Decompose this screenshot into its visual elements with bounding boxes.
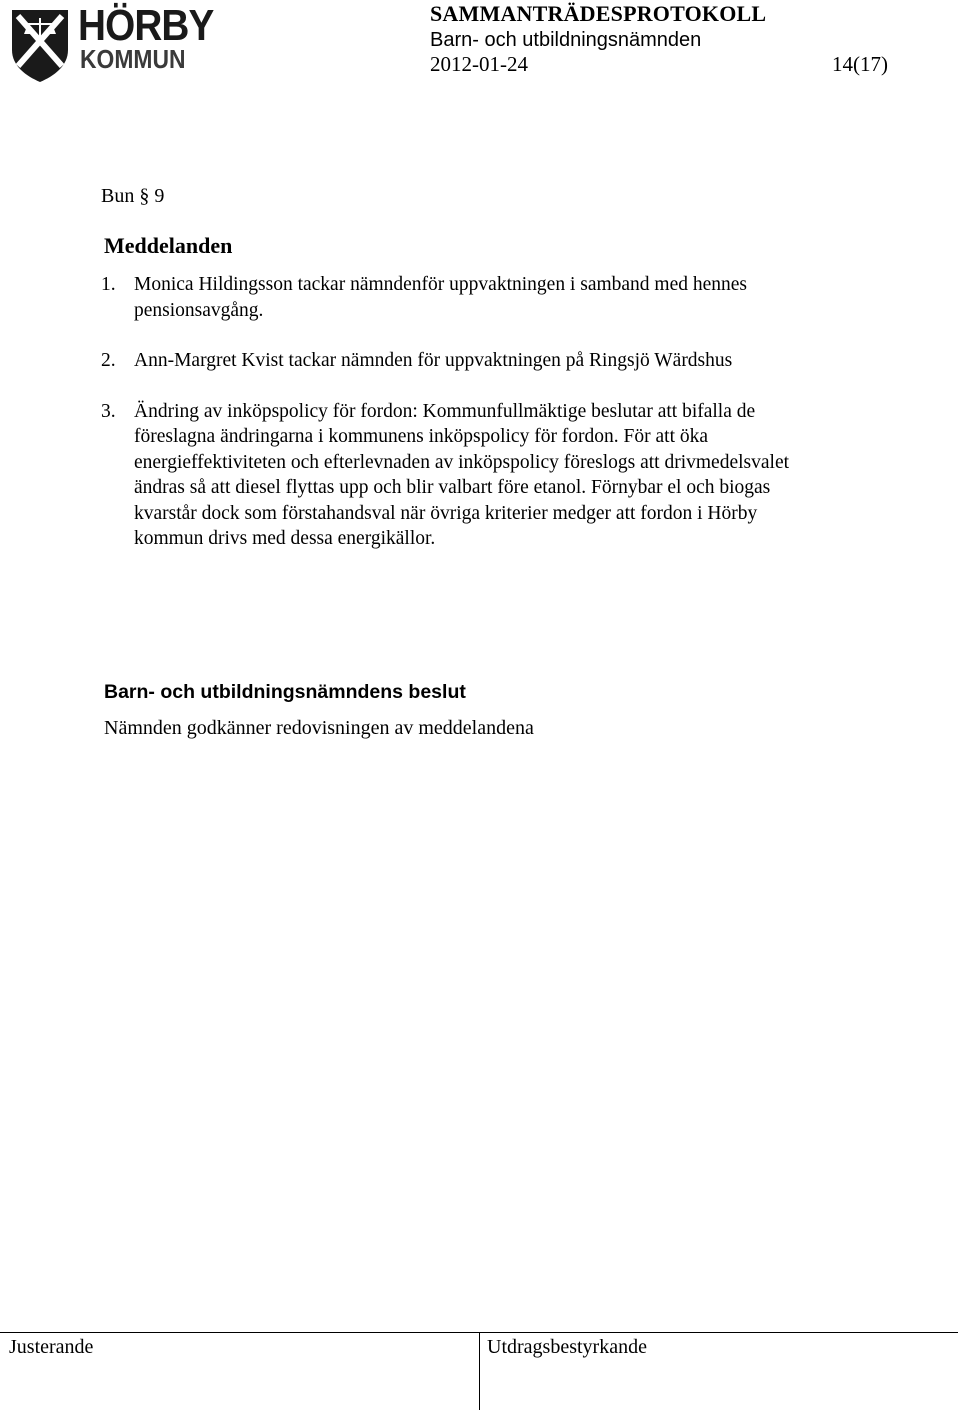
item-number: 2. <box>101 350 116 371</box>
footer-certification-label: Utdragsbestyrkande <box>487 1336 647 1358</box>
meeting-date: 2012-01-24 <box>430 52 528 76</box>
footer-initials-label: Justerande <box>9 1336 94 1358</box>
section-heading: Meddelanden <box>104 233 233 258</box>
municipality-logo <box>10 1 214 84</box>
committee-name: Barn- och utbildningsnämnden <box>430 29 702 51</box>
item-number: 3. <box>101 400 116 422</box>
coat-of-arms-icon <box>10 4 70 84</box>
document-type: SAMMANTRÄDESPROTOKOLL <box>430 1 767 26</box>
footer-column-divider <box>479 1332 480 1410</box>
list-item <box>101 272 791 323</box>
page-number: 14(17) <box>832 52 888 76</box>
item-text: Ann-Margret Kvist tackar nämnden för uppvaktningen på Ringsjö Wärdshus <box>134 350 733 371</box>
item-text: Monica Hildingsson tackar nämndenför uppvaktningen i samband med hennes pensionsavgång. <box>134 274 748 321</box>
list-item <box>101 348 791 374</box>
logo-subtitle: KOMMUN <box>80 44 186 74</box>
logo-wordmark: HÖRBY <box>78 1 214 50</box>
item-text: Ändring av inköpspolicy för fordon: Kommunfullmäktige beslutar att bifalla de föreslagna ändringarna i kommunens inköpspolicy för fordon. För att öka energieffektiviteten och efterlevnaden av inköpspolicy föreslogs att drivmedelsvalet ändras så att diesel flyttas upp och blir valbart före etanol. Förnybar el och biogas kvarstår dock som förstahandsval när övriga kriterier medger att fordon i Hörby kommun drivs med dessa energikällor. <box>134 400 790 549</box>
paragraph-number: Bun § 9 <box>101 185 165 207</box>
decision-text: Nämnden godkänner redovisningen av meddelandena <box>104 717 534 739</box>
list-item <box>101 399 791 552</box>
announcement-list <box>101 272 791 577</box>
item-number: 1. <box>101 274 116 295</box>
decision-heading: Barn- och utbildningsnämndens beslut <box>104 681 466 703</box>
